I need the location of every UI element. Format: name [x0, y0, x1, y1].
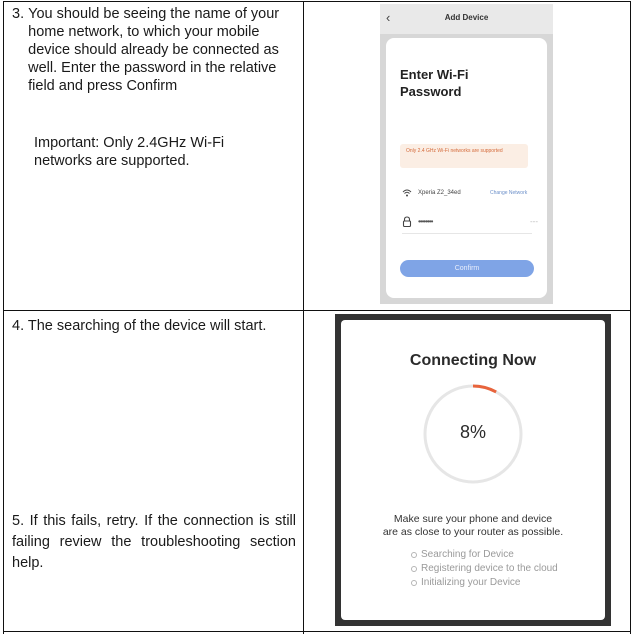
table-border-top: [3, 1, 631, 2]
progress-arc: [473, 386, 496, 392]
connecting-card: [341, 320, 605, 620]
table-row-divider: [3, 310, 631, 311]
progress-percent: 8%: [459, 422, 486, 442]
step-5-body: 5. If this fails, retry. If the connection is still failing review the troubleshooting section help.: [12, 513, 296, 571]
add-device-screenshot: [380, 4, 553, 304]
wifi-password-card: [386, 38, 547, 298]
step-3-body: You should be seeing the name of your home network, to which your mobile device should already be connected as well. Enter the password in the relative field and press Confirm: [28, 6, 280, 94]
step-3-note: Important: Only 2.4GHz Wi-Fi networks are supported.: [34, 135, 225, 169]
step-3-text: 3. You should be seeing the name of your home network, to which your mobile device should already be connected as well. Enter the password in the relative field and press Confirm: [12, 5, 298, 95]
password-row[interactable]: [402, 216, 542, 230]
confirm-button[interactable]: Confirm: [400, 260, 534, 277]
network-row: [402, 188, 542, 200]
change-network-link[interactable]: Change Network: [490, 190, 528, 196]
proximity-hint: [341, 513, 605, 539]
nav-bar: [380, 4, 553, 34]
step-initializing: Initializing your Device: [409, 576, 558, 590]
hint-line-2: are as close to your router as possible.: [382, 526, 564, 538]
password-underline: [402, 233, 532, 234]
step-4-text: 4. The searching of the device will start.: [12, 318, 267, 334]
lock-icon: [402, 216, 412, 227]
network-name: Xperia Z2_34ed: [418, 190, 461, 196]
card-title-line2: Password: [400, 84, 462, 99]
card-title-line1: Enter Wi-Fi: [400, 67, 469, 82]
warning-text: Only 2.4 GHz Wi-Fi networks are supported: [406, 148, 503, 154]
password-toggle[interactable]: ---: [530, 217, 538, 226]
back-icon[interactable]: ‹: [386, 10, 391, 25]
hint-line-1: Make sure your phone and device: [393, 513, 553, 525]
table-column-divider: [303, 1, 304, 634]
password-field[interactable]: ••••••••: [418, 217, 433, 226]
card-title: [400, 66, 469, 100]
step-searching: Searching for Device: [409, 548, 558, 562]
table-border-left: [3, 1, 4, 634]
step-5-text: [12, 511, 296, 574]
wifi-icon: [402, 188, 412, 198]
screen-header: Add Device: [444, 13, 489, 22]
connecting-screenshot: [335, 314, 611, 626]
connecting-title: Connecting Now: [409, 352, 537, 369]
table-border-bottom: [3, 631, 631, 632]
warning-banner: [400, 144, 528, 168]
step-registering: Registering device to the cloud: [409, 562, 558, 576]
table-border-right: [630, 1, 631, 634]
progress-steps: [409, 548, 558, 590]
